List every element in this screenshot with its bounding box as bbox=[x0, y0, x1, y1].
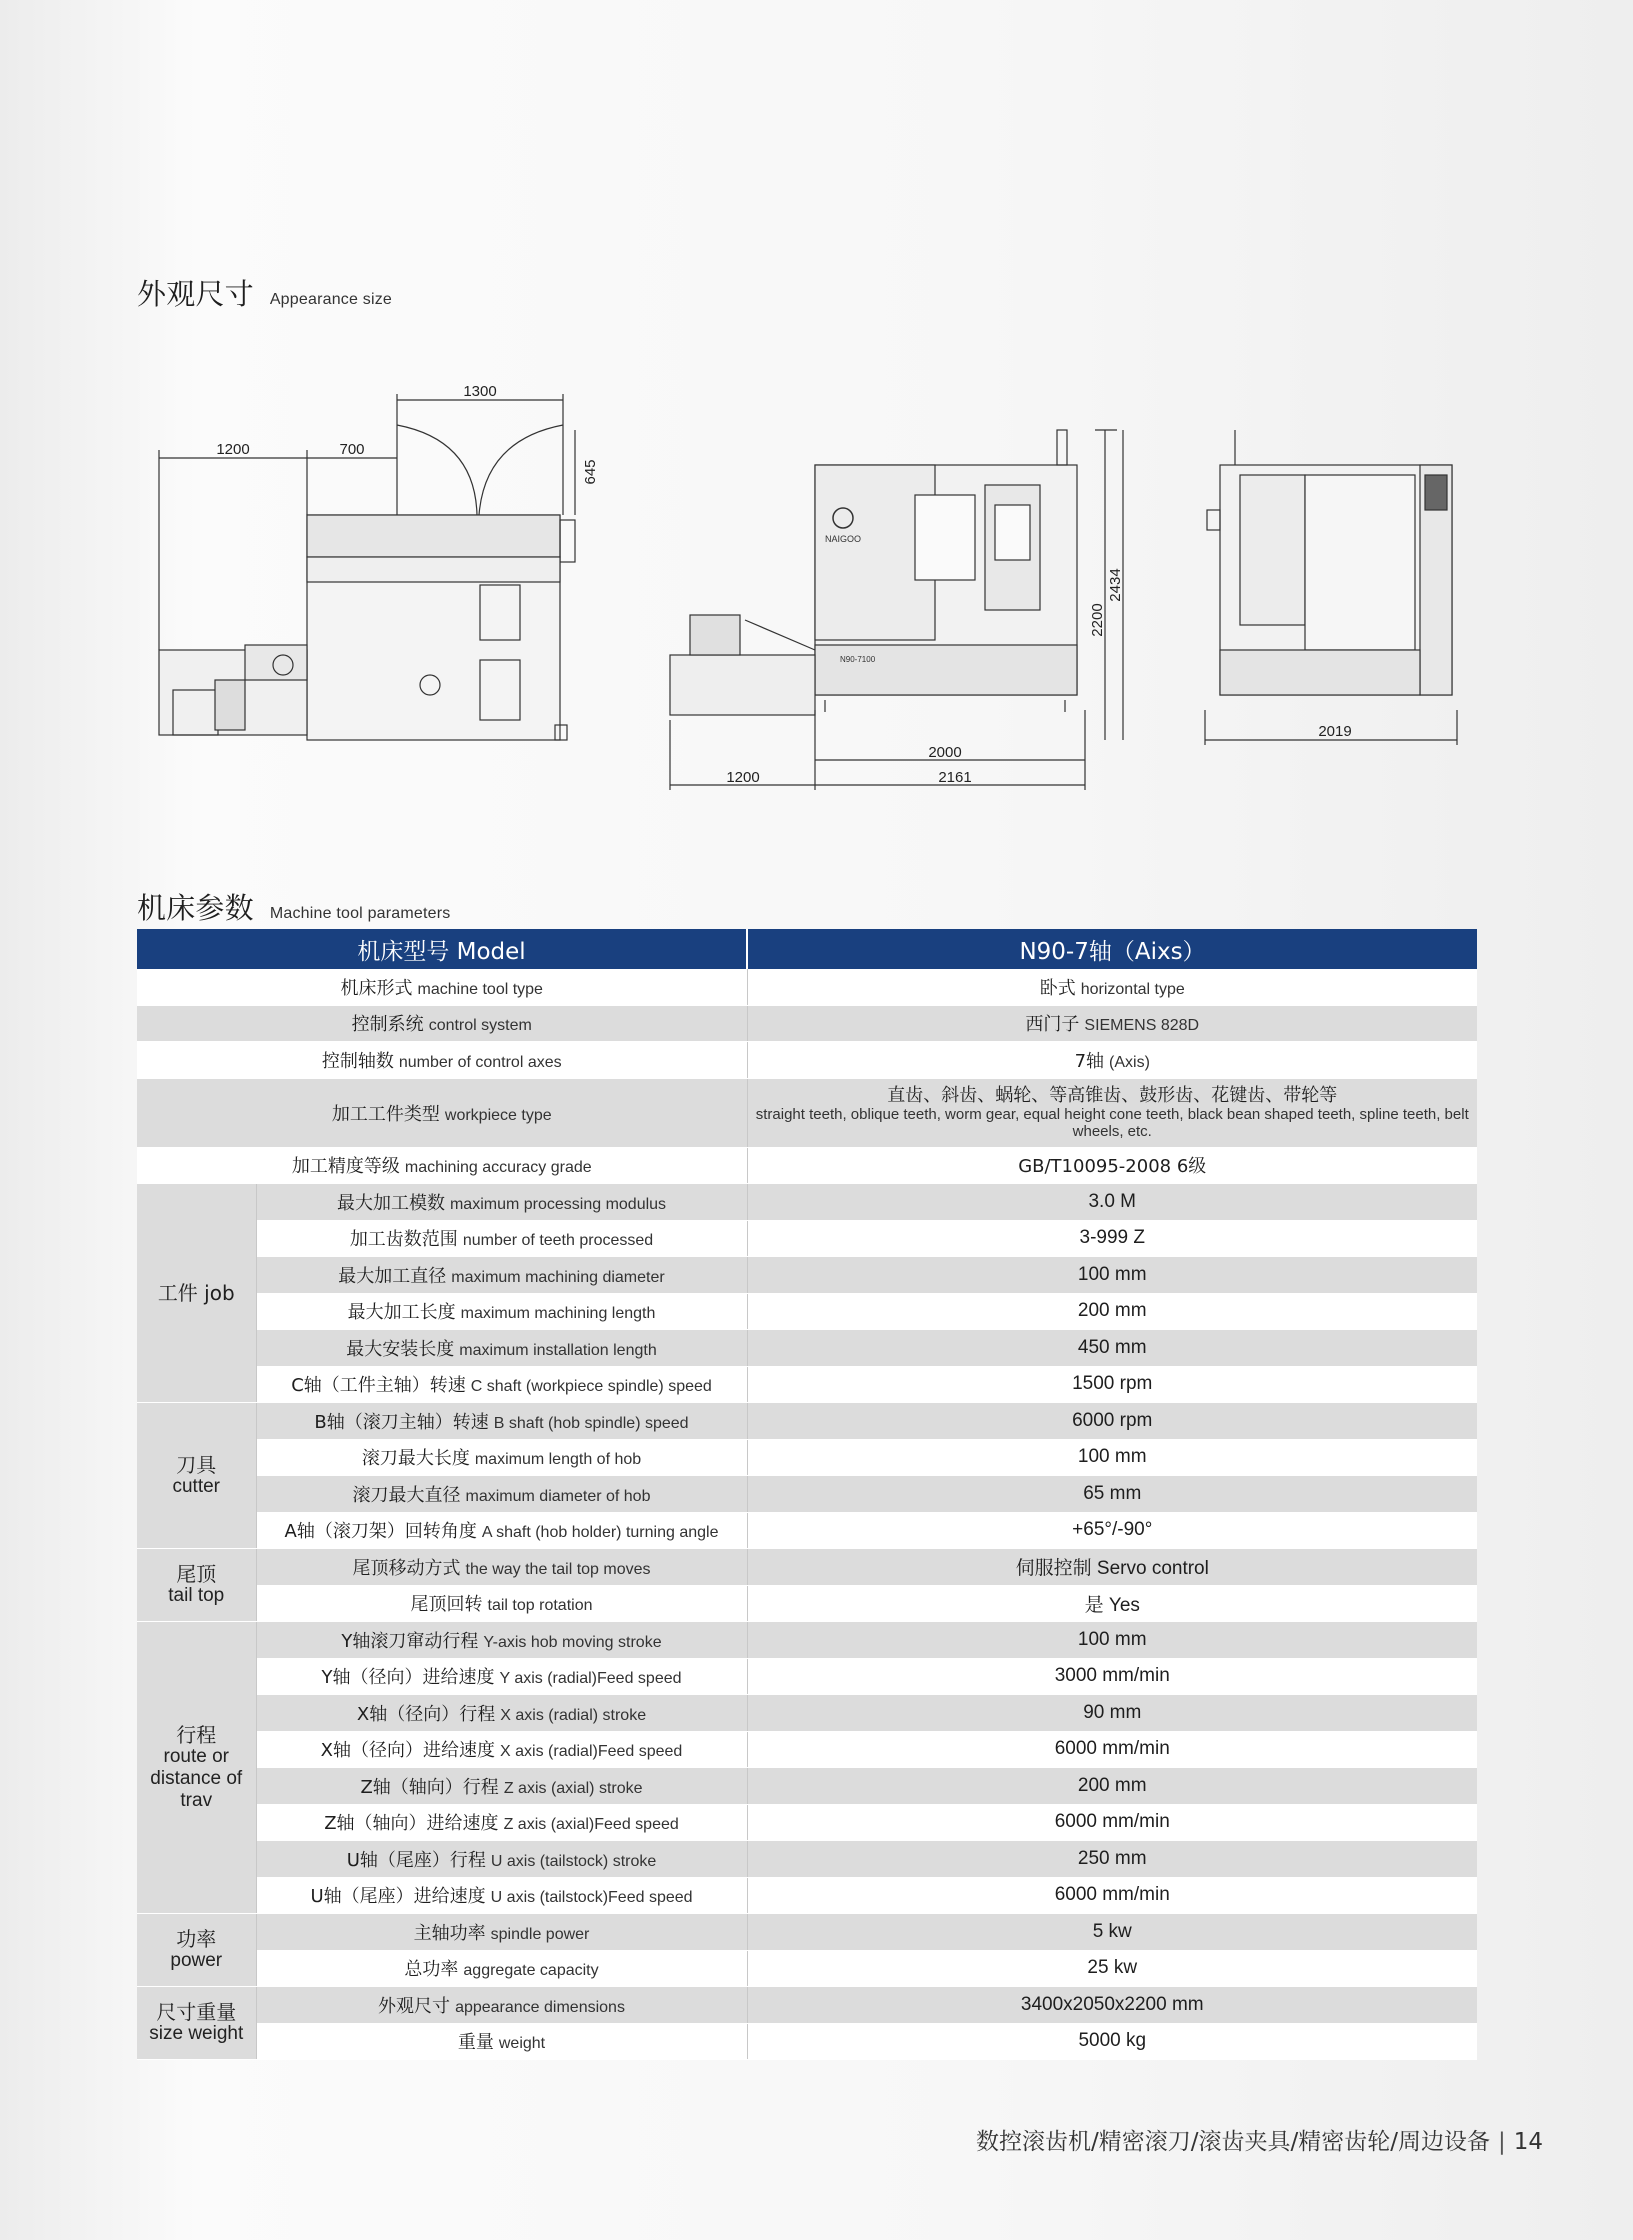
param-name-en: tail top rotation bbox=[487, 1597, 593, 1615]
param-value-en: SIEMENS 828D bbox=[1084, 1017, 1200, 1035]
table-row bbox=[137, 1841, 1477, 1878]
table-row bbox=[137, 1220, 1477, 1257]
param-name-en: Z axis (axial) stroke bbox=[503, 1779, 643, 1797]
param-name-zh: 主轴功率 bbox=[413, 1922, 486, 1944]
table-row bbox=[137, 1804, 1477, 1841]
param-value-zh: 西门子 bbox=[1025, 1014, 1080, 1036]
param-name-cell bbox=[137, 1005, 747, 1042]
group-label-cell bbox=[137, 1622, 256, 1914]
param-value-cell bbox=[747, 1078, 1477, 1147]
param-value: 3400x2050x2200 mm bbox=[1020, 1993, 1204, 2015]
parameters-table bbox=[137, 929, 1477, 2060]
param-name-zh: 最大安装长度 bbox=[346, 1338, 455, 1360]
table-row bbox=[137, 1549, 1477, 1586]
param-value-cell bbox=[747, 1476, 1477, 1513]
param-name-cell bbox=[137, 1147, 747, 1184]
group-label-en: size weight bbox=[149, 2023, 244, 2044]
table-row bbox=[137, 1658, 1477, 1695]
param-value-cell bbox=[747, 1403, 1477, 1440]
param-value: 25 kw bbox=[1087, 1957, 1138, 1979]
param-value-cell bbox=[747, 1147, 1477, 1184]
group-label-en: route or distance of trav bbox=[150, 1745, 243, 1811]
table-row bbox=[137, 1184, 1477, 1221]
param-name-cell bbox=[256, 1184, 747, 1221]
param-value: 100 mm bbox=[1077, 1263, 1147, 1285]
param-name-cell bbox=[256, 1439, 747, 1476]
param-name-en: U axis (tailstock) stroke bbox=[490, 1852, 657, 1870]
param-name-en: control system bbox=[428, 1017, 532, 1035]
section-title-appearance bbox=[137, 272, 392, 313]
param-name-en: maximum machining diameter bbox=[451, 1268, 665, 1286]
param-name-en: maximum length of hob bbox=[474, 1451, 642, 1469]
param-name-zh: X轴（径向）进给速度 bbox=[320, 1740, 495, 1762]
param-value: 90 mm bbox=[1083, 1701, 1142, 1723]
table-row bbox=[137, 1147, 1477, 1184]
param-name-cell bbox=[137, 1042, 747, 1079]
table-row bbox=[137, 1622, 1477, 1659]
param-name-cell bbox=[256, 1950, 747, 1987]
table-row bbox=[137, 1731, 1477, 1768]
param-name-zh: 控制轴数 bbox=[321, 1050, 394, 1072]
group-label-zh: 行程 bbox=[176, 1722, 217, 1747]
param-value-cell bbox=[747, 1950, 1477, 1987]
param-name-en: maximum installation length bbox=[459, 1341, 657, 1359]
table-row bbox=[137, 969, 1477, 1005]
drawing-front-view bbox=[665, 380, 1145, 800]
brand-label: NAIGOO bbox=[824, 534, 862, 544]
table-row bbox=[137, 1403, 1477, 1440]
table-row bbox=[137, 1987, 1477, 2024]
param-name-zh: 控制系统 bbox=[351, 1014, 424, 1036]
param-name-en: aggregate capacity bbox=[463, 1962, 599, 1980]
side-view-svg bbox=[1195, 380, 1475, 800]
param-name-zh: 滚刀最大长度 bbox=[361, 1448, 470, 1470]
param-name-cell bbox=[256, 1403, 747, 1440]
param-name-zh: B轴（滚刀主轴）转速 bbox=[314, 1411, 489, 1433]
param-value-cell bbox=[747, 1622, 1477, 1659]
dim-1300: 1300 bbox=[463, 383, 497, 400]
group-label-en: power bbox=[170, 1950, 223, 1971]
param-name-en: X axis (radial) stroke bbox=[500, 1706, 647, 1724]
param-value-en: straight teeth, oblique teeth, worm gear, equal height cone teeth, black bean shaped teeth, spline teeth, belt wheels, etc. bbox=[755, 1105, 1469, 1140]
param-name-zh: 最大加工模数 bbox=[336, 1192, 445, 1214]
param-value-zh: 卧式 bbox=[1039, 977, 1076, 999]
param-name-cell bbox=[256, 1257, 747, 1294]
param-value: 6000 mm/min bbox=[1054, 1811, 1170, 1833]
param-value-zh: 7轴 bbox=[1074, 1050, 1105, 1072]
param-name-cell bbox=[256, 1549, 747, 1586]
param-name-zh: Y轴（径向）进给速度 bbox=[321, 1667, 495, 1689]
table-row bbox=[137, 1914, 1477, 1951]
param-name-cell bbox=[256, 1768, 747, 1805]
table-row bbox=[137, 1042, 1477, 1079]
table-row bbox=[137, 1293, 1477, 1330]
title-en: Machine tool parameters bbox=[269, 905, 451, 922]
table-row bbox=[137, 1950, 1477, 1987]
table-row bbox=[137, 1476, 1477, 1513]
table-row bbox=[137, 1877, 1477, 1914]
param-name-en: the way the tail top moves bbox=[465, 1560, 651, 1578]
param-name-zh: 尾顶回转 bbox=[410, 1594, 483, 1616]
param-name-en: machine tool type bbox=[417, 980, 543, 998]
param-value-cell bbox=[747, 1512, 1477, 1549]
table-row bbox=[137, 2023, 1477, 2060]
param-name-cell bbox=[137, 1078, 747, 1147]
param-name-zh: 加工齿数范围 bbox=[349, 1229, 458, 1251]
dim-2200: 2200 bbox=[1089, 603, 1106, 637]
param-name-en: appearance dimensions bbox=[455, 1998, 625, 2016]
param-name-en: A shaft (hob holder) turning angle bbox=[481, 1524, 719, 1542]
param-value-zh: GB/T10095-2008 6级 bbox=[1018, 1156, 1207, 1178]
drawing-side-view bbox=[1195, 380, 1475, 800]
group-label-zh: 工件 job bbox=[157, 1281, 235, 1305]
param-name-cell bbox=[256, 1877, 747, 1914]
param-name-cell bbox=[256, 1330, 747, 1367]
param-name-zh: 最大加工长度 bbox=[347, 1302, 456, 1324]
param-name-zh: A轴（滚刀架）回转角度 bbox=[284, 1521, 477, 1543]
page-footer bbox=[976, 2123, 1543, 2156]
param-name-zh: C轴（工件主轴）转速 bbox=[291, 1375, 466, 1397]
header-model-value: N90-7轴（Aixs） bbox=[747, 929, 1477, 969]
param-name-zh: Z轴（轴向）进给速度 bbox=[324, 1813, 499, 1835]
group-label-cell bbox=[137, 1403, 256, 1549]
group-label-en: tail top bbox=[168, 1585, 225, 1606]
param-value-cell bbox=[747, 1330, 1477, 1367]
table-row bbox=[137, 1078, 1477, 1147]
param-name-en: Z axis (axial)Feed speed bbox=[503, 1816, 679, 1834]
table-row bbox=[137, 1512, 1477, 1549]
model-plate-label: N90-7100 bbox=[840, 655, 876, 664]
param-value: 是 Yes bbox=[1084, 1594, 1140, 1616]
title-zh: 机床参数 bbox=[137, 891, 254, 925]
param-value-cell bbox=[747, 1768, 1477, 1805]
param-value: +65°/-90° bbox=[1072, 1519, 1153, 1541]
param-value: 100 mm bbox=[1077, 1628, 1147, 1650]
section-title-params bbox=[137, 886, 451, 927]
param-value-cell bbox=[747, 969, 1477, 1005]
param-name-zh: 加工精度等级 bbox=[291, 1156, 400, 1178]
param-name-en: workpiece type bbox=[444, 1106, 552, 1124]
title-zh: 外观尺寸 bbox=[137, 277, 254, 311]
dim-700: 700 bbox=[339, 441, 365, 458]
group-label-cell bbox=[137, 1549, 256, 1622]
param-value: 200 mm bbox=[1077, 1774, 1147, 1796]
footer-separator: | bbox=[1498, 2129, 1506, 2155]
param-value: 伺服控制 Servo control bbox=[1015, 1558, 1209, 1580]
param-value-zh: 直齿、斜齿、蜗轮、等高锥齿、鼓形齿、花键齿、带轮等 bbox=[887, 1084, 1338, 1106]
group-label-zh: 尾顶 bbox=[176, 1562, 217, 1586]
param-name-en: U axis (tailstock)Feed speed bbox=[490, 1889, 693, 1907]
param-name-cell bbox=[256, 2023, 747, 2060]
group-label-zh: 尺寸重量 bbox=[156, 2000, 237, 2024]
table-row bbox=[137, 1585, 1477, 1622]
param-name-cell bbox=[256, 1293, 747, 1330]
param-value-cell bbox=[747, 1658, 1477, 1695]
top-view-svg bbox=[155, 380, 605, 780]
param-name-zh: 最大加工直径 bbox=[338, 1265, 447, 1287]
param-value-cell bbox=[747, 1695, 1477, 1732]
param-value-cell bbox=[747, 1877, 1477, 1914]
param-name-en: number of control axes bbox=[398, 1053, 562, 1071]
param-name-cell bbox=[256, 1804, 747, 1841]
param-name-en: weight bbox=[498, 2035, 546, 2053]
param-value: 6000 mm/min bbox=[1054, 1884, 1170, 1906]
param-value-cell bbox=[747, 2023, 1477, 2060]
param-value: 450 mm bbox=[1077, 1336, 1147, 1358]
table-row bbox=[137, 1768, 1477, 1805]
param-name-zh: U轴（尾座）进给速度 bbox=[310, 1886, 486, 1908]
param-name-cell bbox=[256, 1366, 747, 1403]
param-name-zh: Z轴（轴向）行程 bbox=[360, 1776, 499, 1798]
param-name-cell bbox=[256, 1512, 747, 1549]
dim-2000: 2000 bbox=[928, 744, 962, 761]
table-row bbox=[137, 1005, 1477, 1042]
param-value: 3.0 M bbox=[1088, 1190, 1137, 1212]
param-value: 6000 rpm bbox=[1072, 1409, 1153, 1431]
param-name-en: X axis (radial)Feed speed bbox=[500, 1743, 683, 1761]
param-name-en: maximum processing modulus bbox=[449, 1195, 667, 1213]
param-name-zh: 滚刀最大直径 bbox=[352, 1484, 461, 1506]
param-value-cell bbox=[747, 1005, 1477, 1042]
dim-1200: 1200 bbox=[216, 441, 250, 458]
table-row bbox=[137, 1695, 1477, 1732]
param-value: 6000 mm/min bbox=[1054, 1738, 1170, 1760]
param-name-zh: 总功率 bbox=[404, 1959, 459, 1981]
param-name-cell bbox=[256, 1987, 747, 2024]
param-value-cell bbox=[747, 1841, 1477, 1878]
table-row bbox=[137, 1330, 1477, 1367]
param-value: 1500 rpm bbox=[1072, 1373, 1153, 1395]
group-label-zh: 刀具 bbox=[176, 1452, 217, 1477]
param-value-cell bbox=[747, 1439, 1477, 1476]
dim-645: 645 bbox=[582, 459, 599, 485]
dim-2019: 2019 bbox=[1318, 723, 1352, 740]
param-name-en: Y-axis hob moving stroke bbox=[483, 1633, 662, 1651]
group-label-cell bbox=[137, 1987, 256, 2060]
param-value-cell bbox=[747, 1731, 1477, 1768]
param-name-en: machining accuracy grade bbox=[404, 1159, 592, 1177]
dim-2161: 2161 bbox=[938, 769, 972, 786]
dim-1200-front: 1200 bbox=[726, 769, 760, 786]
param-value-cell bbox=[747, 1366, 1477, 1403]
param-value: 65 mm bbox=[1083, 1482, 1142, 1504]
table-row bbox=[137, 1439, 1477, 1476]
param-name-zh: U轴（尾座）行程 bbox=[346, 1849, 486, 1871]
table-header-row bbox=[137, 929, 1477, 969]
param-value: 5 kw bbox=[1092, 1920, 1132, 1942]
param-name-en: number of teeth processed bbox=[462, 1232, 654, 1250]
param-value: 100 mm bbox=[1077, 1446, 1147, 1468]
param-name-zh: 加工工件类型 bbox=[331, 1103, 440, 1125]
param-name-cell bbox=[256, 1695, 747, 1732]
param-value-cell bbox=[747, 1585, 1477, 1622]
title-en: Appearance size bbox=[269, 291, 392, 308]
param-value-en: (Axis) bbox=[1109, 1053, 1150, 1071]
param-name-en: C shaft (workpiece spindle) speed bbox=[470, 1378, 712, 1396]
param-name-cell bbox=[256, 1658, 747, 1695]
param-value-cell bbox=[747, 1804, 1477, 1841]
param-name-en: maximum diameter of hob bbox=[465, 1487, 651, 1505]
param-name-en: Y axis (radial)Feed speed bbox=[499, 1670, 682, 1688]
param-value: 3000 mm/min bbox=[1054, 1665, 1170, 1687]
param-name-zh: 机床形式 bbox=[340, 977, 413, 999]
param-value: 250 mm bbox=[1077, 1847, 1147, 1869]
param-name-cell bbox=[256, 1220, 747, 1257]
table-row bbox=[137, 1257, 1477, 1294]
group-label-cell bbox=[137, 1914, 256, 1987]
param-name-cell bbox=[256, 1585, 747, 1622]
page-number: 14 bbox=[1513, 2129, 1544, 2155]
param-name-zh: 尾顶移动方式 bbox=[352, 1557, 461, 1579]
param-name-cell bbox=[256, 1476, 747, 1513]
group-label-zh: 功率 bbox=[176, 1927, 217, 1951]
param-name-zh: X轴（径向）行程 bbox=[356, 1703, 496, 1725]
param-value-cell bbox=[747, 1549, 1477, 1586]
group-label-en: cutter bbox=[172, 1475, 221, 1497]
front-view-svg bbox=[665, 380, 1145, 800]
param-name-cell bbox=[256, 1622, 747, 1659]
param-name-cell bbox=[256, 1914, 747, 1951]
param-value-cell bbox=[747, 1293, 1477, 1330]
param-name-zh: 外观尺寸 bbox=[378, 1995, 451, 2017]
param-name-cell bbox=[137, 969, 747, 1005]
param-value: 200 mm bbox=[1077, 1300, 1147, 1322]
param-value-cell bbox=[747, 1042, 1477, 1079]
param-value-cell bbox=[747, 1220, 1477, 1257]
param-value-cell bbox=[747, 1914, 1477, 1951]
header-model-label: 机床型号 Model bbox=[137, 929, 747, 969]
footer-text: 数控滚齿机/精密滚刀/滚齿夹具/精密齿轮/周边设备 bbox=[976, 2129, 1490, 2155]
param-value-cell bbox=[747, 1987, 1477, 2024]
param-name-cell bbox=[256, 1841, 747, 1878]
param-value-cell bbox=[747, 1257, 1477, 1294]
table-row bbox=[137, 1366, 1477, 1403]
drawing-top-view bbox=[155, 380, 605, 780]
param-value-en: horizontal type bbox=[1080, 980, 1185, 998]
group-label-cell bbox=[137, 1184, 256, 1403]
param-name-en: spindle power bbox=[490, 1925, 590, 1943]
param-name-en: B shaft (hob spindle) speed bbox=[493, 1414, 689, 1432]
param-value-cell bbox=[747, 1184, 1477, 1221]
param-name-en: maximum machining length bbox=[460, 1305, 656, 1323]
dim-2434: 2434 bbox=[1107, 568, 1124, 602]
param-name-zh: Y轴滚刀窜动行程 bbox=[341, 1630, 479, 1652]
param-value: 5000 kg bbox=[1078, 2030, 1147, 2052]
param-name-cell bbox=[256, 1731, 747, 1768]
param-name-zh: 重量 bbox=[457, 2032, 494, 2054]
param-value: 3-999 Z bbox=[1079, 1227, 1145, 1249]
